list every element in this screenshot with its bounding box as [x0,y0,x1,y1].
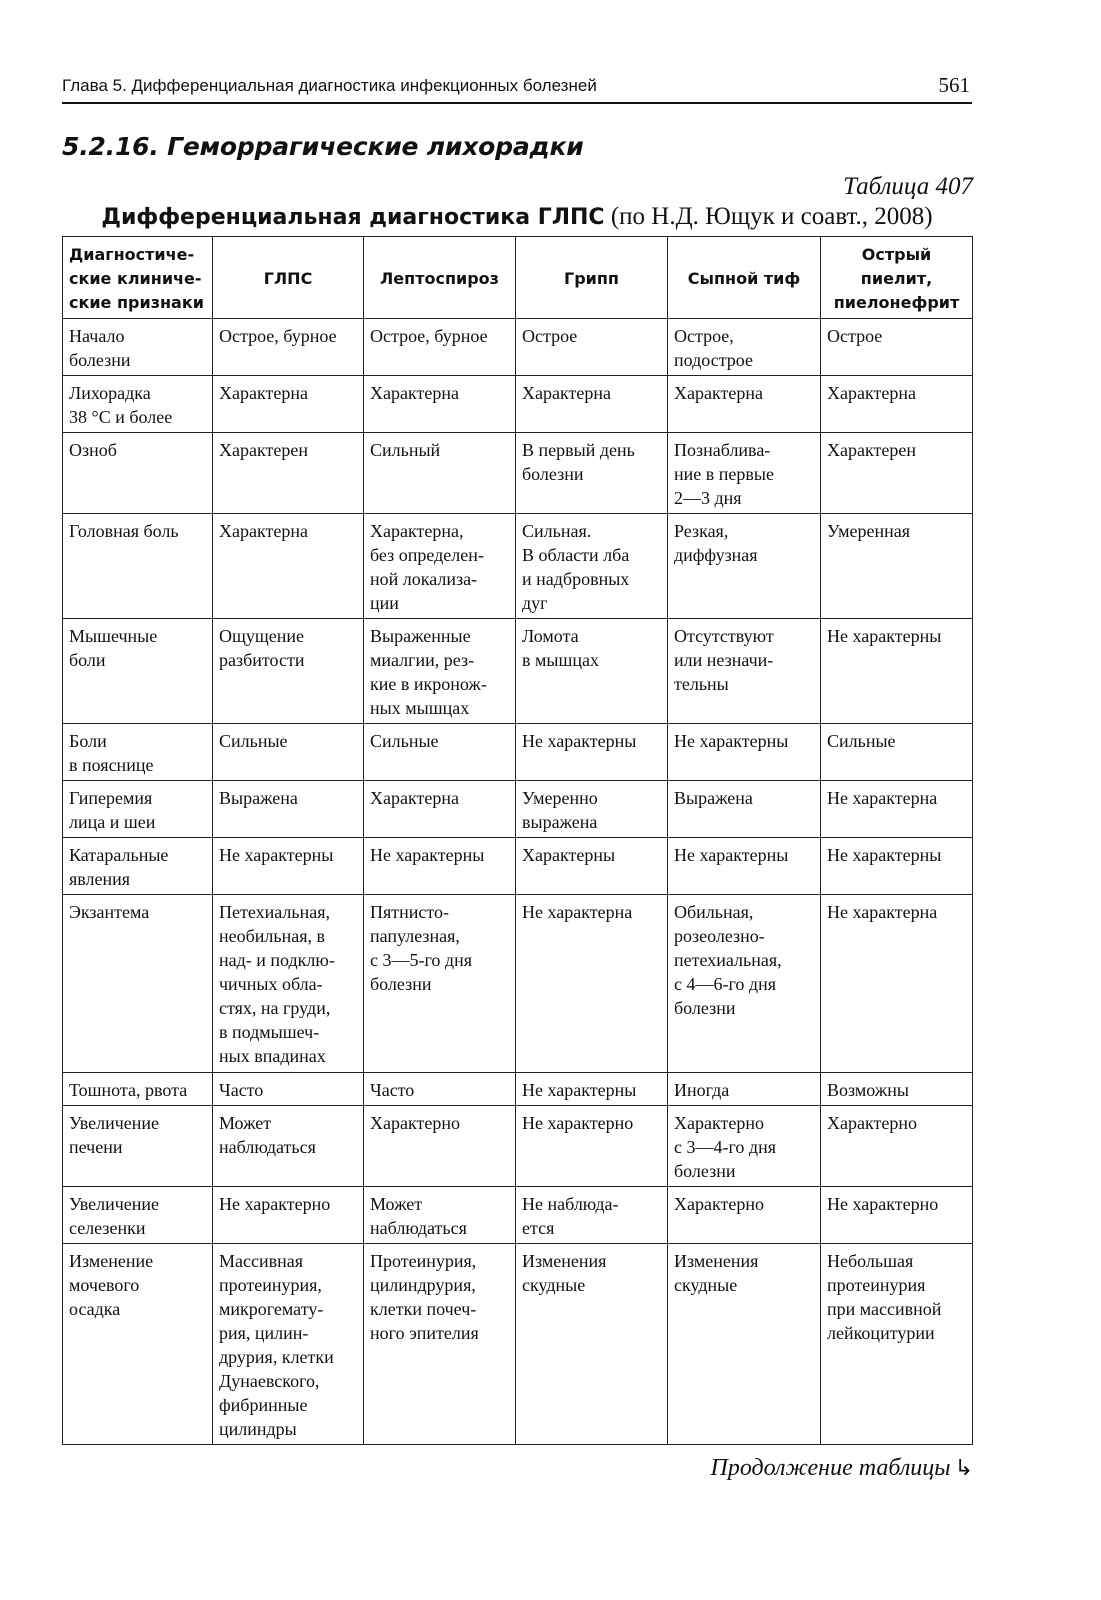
table-number: Таблица 407 [843,173,973,200]
table-cell: Не характерно [213,1187,364,1244]
table-cell: Не характерна [516,895,668,1073]
table-cell: Не характерны [668,838,821,895]
table-cell: Выражена [213,781,364,838]
table-row [63,376,973,433]
table-cell: Часто [364,1073,516,1106]
row-label-cell: Гиперемия лица и шеи [63,781,213,838]
table-cell: Характерна [668,376,821,433]
table-row [63,838,973,895]
page-number: 561 [938,73,970,97]
row-label-cell: Изменение мочевого осадка [63,1244,213,1445]
table-cell: Характерна [821,376,973,433]
row-label-cell: Боли в пояснице [63,724,213,781]
header-cell: Острый пиелит, пиелонефрит [821,237,973,319]
header-cell: Грипп [516,237,668,319]
table-cell: Сильная. В области лба и надбровных дуг [516,514,668,619]
table-cell: Выражена [668,781,821,838]
table-row [63,895,973,1073]
continued-label [711,1455,974,1482]
table-cell: Не характерна [821,895,973,1073]
table-cell: Сильный [364,433,516,514]
table-cell: Изменения скудные [516,1244,668,1445]
table-row [63,1106,973,1187]
table-cell: Не наблюда- ется [516,1187,668,1244]
row-label-cell: Экзантема [63,895,213,1073]
table-cell: Возможны [821,1073,973,1106]
table-cell: Массивная протеинурия, микрогемату- рия, цилин- друрия, клетки Дунаевского, фибринные цилиндры [213,1244,364,1445]
table-caption-source: (по Н.Д. Ющук и соавт., 2008) [604,203,933,230]
table-cell: Часто [213,1073,364,1106]
row-label-cell: Начало болезни [63,319,213,376]
row-label-cell: Увеличение печени [63,1106,213,1187]
table-cell: Характерны [516,838,668,895]
row-label-cell: Головная боль [63,514,213,619]
table-row [63,433,973,514]
table-cell: Не характерны [213,838,364,895]
table-cell: Познаблива- ние в первые 2—3 дня [668,433,821,514]
table-row [63,1073,973,1106]
row-label-cell: Тошнота, рвота [63,1073,213,1106]
table-row [63,514,973,619]
table-row [63,619,973,724]
table-cell: Не характерно [821,1187,973,1244]
table-row [63,1187,973,1244]
table-cell: Острое, бурное [364,319,516,376]
table-cell: Характерен [821,433,973,514]
table-cell: Сильные [364,724,516,781]
table-cell: Не характерны [668,724,821,781]
table-cell: Изменения скудные [668,1244,821,1445]
table-cell: Характерно [364,1106,516,1187]
table-cell: Резкая, диффузная [668,514,821,619]
differential-diagnosis-table [62,236,973,1445]
table-cell: Пятнисто- папулезная, с 3—5-го дня болезни [364,895,516,1073]
header-cell: Лептоспироз [364,237,516,319]
table-cell: Выраженные миалгии, рез- кие в икронож- ных мышцах [364,619,516,724]
continued-text: Продолжение таблицы [710,1455,951,1481]
table-cell: Характерна [213,376,364,433]
table-cell: Характерна [364,781,516,838]
table-cell: Петехиальная, необильная, в над- и подклю- чичных обла- стях, на груди, в подмышеч- ных впадинах [213,895,364,1073]
table-cell: Характерен [213,433,364,514]
row-label-cell: Лихорадка 38 °С и более [63,376,213,433]
table-cell: Сильные [821,724,973,781]
table-cell: Не характерны [516,1073,668,1106]
table-cell: Не характерны [516,724,668,781]
section-title: 5.2.16. Геморрагические лихорадки [62,132,584,161]
table-cell: Острое [516,319,668,376]
table-caption [0,203,1034,231]
table-cell: Отсутствуют или незначи- тельны [668,619,821,724]
table-cell: Протеинурия, цилиндрурия, клетки почеч- ного эпителия [364,1244,516,1445]
table-row [63,724,973,781]
table-cell: Характерно [668,1187,821,1244]
table-cell: Характерно с 3—4-го дня болезни [668,1106,821,1187]
running-header [62,72,972,104]
table-cell: В первый день болезни [516,433,668,514]
table-row [63,781,973,838]
table-cell: Ломота в мышцах [516,619,668,724]
chapter-title: Глава 5. Дифференциальная диагностика инфекционных болезней [62,76,597,95]
row-label-cell: Катаральные явления [63,838,213,895]
table-cell: Характерно [821,1106,973,1187]
table-cell: Не характерна [821,781,973,838]
table-cell: Сильные [213,724,364,781]
table-cell: Острое, бурное [213,319,364,376]
table-cell: Иногда [668,1073,821,1106]
table-cell: Может наблюдаться [213,1106,364,1187]
row-label-cell: Озноб [63,433,213,514]
table-cell: Характерна [364,376,516,433]
table-cell: Ощущение разбитости [213,619,364,724]
header-cell: Диагностиче- ские клиниче- ские признаки [63,237,213,319]
table-cell: Умеренно выражена [516,781,668,838]
header-cell: Сыпной тиф [668,237,821,319]
hooked-arrow-icon: ↳ [954,1456,973,1481]
table-row [63,1244,973,1445]
table-cell: Умеренная [821,514,973,619]
table-cell: Характерна [516,376,668,433]
table-cell: Характерна [213,514,364,619]
table-cell: Небольшая протеинурия при массивной лейкоцитурии [821,1244,973,1445]
table-row [63,319,973,376]
table-header-row [63,237,973,319]
table-cell: Острое, подострое [668,319,821,376]
table-cell: Не характерно [516,1106,668,1187]
table-caption-bold: Дифференциальная диагностика ГЛПС [101,205,605,230]
table-cell: Не характерны [821,619,973,724]
table-cell: Обильная, розеолезно- петехиальная, с 4—6-го дня болезни [668,895,821,1073]
header-cell: ГЛПС [213,237,364,319]
table-cell: Острое [821,319,973,376]
table-cell: Не характерны [821,838,973,895]
table-cell: Не характерны [364,838,516,895]
row-label-cell: Мышечные боли [63,619,213,724]
table-cell: Характерна, без определен- ной локализа- ции [364,514,516,619]
row-label-cell: Увеличение селезенки [63,1187,213,1244]
table-cell: Может наблюдаться [364,1187,516,1244]
